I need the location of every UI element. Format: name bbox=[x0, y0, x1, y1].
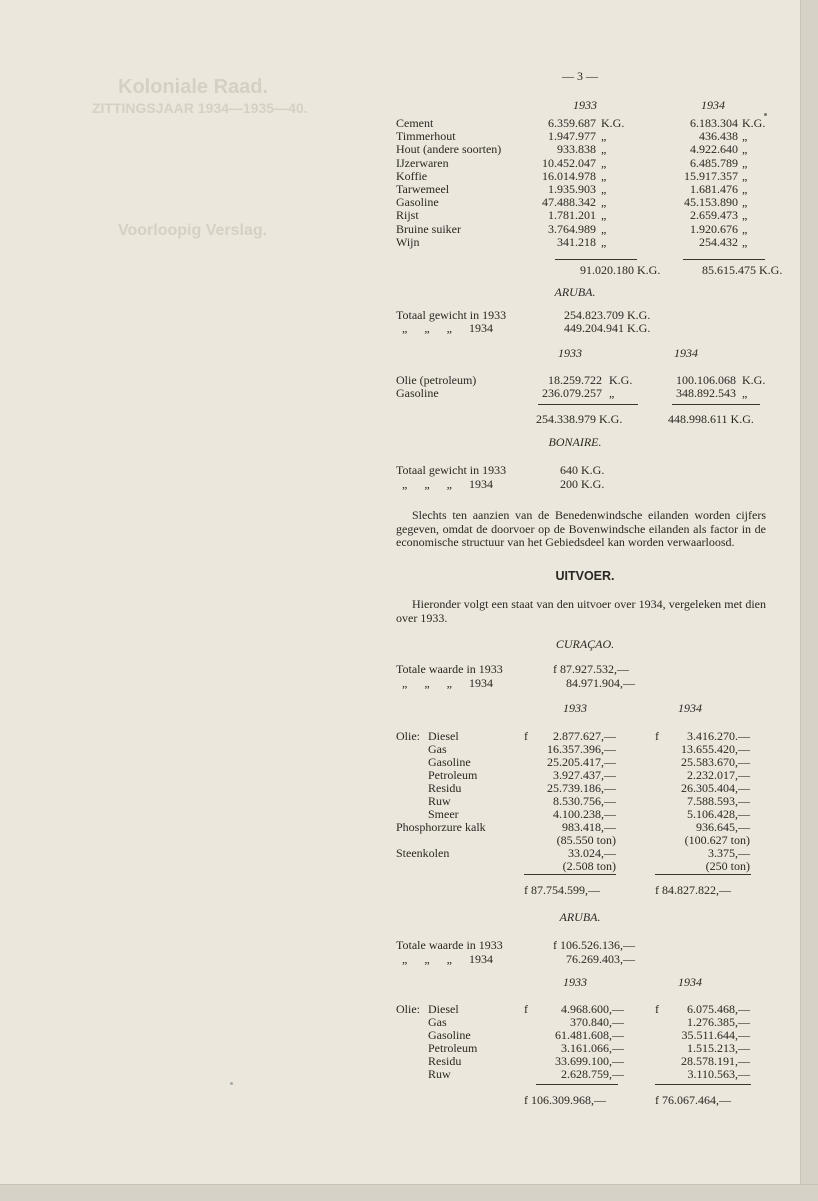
row-label: Gasoline bbox=[428, 1028, 471, 1042]
sum-rule bbox=[655, 1084, 751, 1085]
sum-rule bbox=[672, 404, 760, 405]
cell-1934: 2.232.017,— bbox=[687, 768, 750, 782]
ghost-title: Koloniale Raad. bbox=[118, 76, 269, 98]
total-1933: 254.338.979 K.G. bbox=[536, 412, 623, 426]
row-label: Cement bbox=[396, 116, 434, 130]
row-label: Gasoline bbox=[428, 755, 471, 769]
cell-1934: 25.583.670,— bbox=[681, 755, 750, 769]
row-label: Residu bbox=[428, 781, 462, 795]
unit-1933: „ bbox=[601, 221, 607, 236]
unit-1933: „ bbox=[601, 182, 607, 196]
cell-1934: 1.681.476 bbox=[690, 182, 738, 196]
unit-1934: „ bbox=[742, 168, 748, 183]
cell-1933: 25.739.186,— bbox=[547, 781, 616, 795]
unit-1933: K.G. bbox=[601, 116, 625, 130]
total-value-label: Totale waarde in 1933 bbox=[396, 938, 503, 952]
sum-rule bbox=[538, 404, 638, 405]
total-1934: 448.998.611 K.G. bbox=[668, 412, 754, 426]
stray-mark bbox=[764, 113, 767, 116]
cell-1934: (100.627 ton) bbox=[684, 833, 750, 847]
cell-1934: 4.922.640 bbox=[690, 142, 738, 157]
cell-1934: 348.892.543 bbox=[676, 386, 736, 401]
row-label: Gasoline bbox=[396, 195, 439, 210]
unit-1933: „ bbox=[601, 234, 607, 249]
row-label: Ruw bbox=[428, 794, 451, 808]
cell-1934: 5.106.428,— bbox=[687, 807, 750, 821]
cell-1934: 3.416.270.— bbox=[687, 729, 750, 743]
unit-1933: „ bbox=[609, 386, 615, 401]
cell-1934: 1.515.213,— bbox=[687, 1041, 750, 1055]
year-header-1933: 1933 bbox=[563, 975, 587, 989]
section-heading: ARUBA. bbox=[554, 285, 596, 299]
sum-rule bbox=[536, 1084, 618, 1085]
total-weight-value: 449.204.941 K.G. bbox=[564, 321, 651, 335]
unit-1934: „ bbox=[742, 142, 748, 157]
cell-1934: 436.438 bbox=[699, 129, 738, 144]
cell-1933: 8.530.756,— bbox=[553, 794, 616, 808]
cell-1934: (250 ton) bbox=[705, 859, 750, 873]
cell-1933: 6.359.687 bbox=[548, 116, 596, 130]
cell-1934: 28.578.191,— bbox=[681, 1054, 750, 1068]
sum-rule bbox=[555, 259, 637, 260]
cell-1933: 10.452.047 bbox=[542, 155, 596, 170]
total-value-label: Totale waarde in 1933 bbox=[396, 662, 503, 676]
currency-1934: f bbox=[655, 729, 659, 743]
cell-1934: 35.511.644,— bbox=[681, 1028, 750, 1042]
row-label: IJzerwaren bbox=[396, 155, 449, 170]
row-label: Timmerhout bbox=[396, 129, 456, 144]
cell-1934: 1.920.676 bbox=[690, 221, 738, 236]
row-label: Smeer bbox=[428, 807, 459, 821]
row-label: Diesel bbox=[428, 1002, 459, 1016]
cell-1934: 45.153.890 bbox=[684, 195, 738, 210]
paragraph: Slechts ten aanzien van de Benedenwindsche eilanden worden cijfers gegeven, omdat de doorvoer op de Bovenwindsche eilanden als factor in de economische structuur van het Gebiedsdeel kan worden verwaarloosd. bbox=[396, 508, 766, 549]
unit-1934: „ bbox=[742, 386, 748, 401]
cell-1933: 2.877.627,— bbox=[553, 729, 616, 743]
total-value: 84.971.904,— bbox=[566, 676, 635, 690]
page-edge-bottom bbox=[0, 1184, 818, 1201]
cell-1933: 370.840,— bbox=[570, 1015, 624, 1029]
row-label: Phosphorzure kalk bbox=[396, 820, 486, 834]
total-1933: f 106.309.968,— bbox=[524, 1093, 606, 1107]
section-heading: BONAIRE. bbox=[548, 435, 602, 449]
cell-1934: 7.588.593,— bbox=[687, 794, 750, 808]
unit-1934: „ bbox=[742, 155, 748, 170]
sum-rule bbox=[524, 874, 616, 875]
total-1933: f 87.754.599,— bbox=[524, 883, 600, 897]
cell-1934: 6.485.789 bbox=[690, 155, 738, 170]
total-1934: f 76.067.464,— bbox=[655, 1093, 731, 1107]
total-weight-label: Totaal gewicht in 1933 bbox=[396, 308, 507, 322]
unit-1934: „ bbox=[742, 234, 748, 249]
cell-1933: 18.259.722 bbox=[548, 373, 602, 387]
total-weight-label: Totaal gewicht in 1933 bbox=[396, 463, 507, 477]
total-weight-value: 254.823.709 K.G. bbox=[564, 308, 651, 322]
page-edge-right bbox=[800, 0, 818, 1200]
cell-1933: 341.218 bbox=[557, 234, 596, 249]
unit-1934: K.G. bbox=[742, 116, 766, 130]
unit-1933: „ bbox=[601, 142, 607, 157]
row-label: Ruw bbox=[428, 1067, 451, 1081]
unit-1933: „ bbox=[601, 195, 607, 210]
unit-1933: K.G. bbox=[609, 373, 633, 387]
cell-1933: 1.935.903 bbox=[548, 182, 596, 196]
row-label: Petroleum bbox=[428, 1041, 478, 1055]
cell-1933: 3.161.066,— bbox=[561, 1041, 624, 1055]
unit-1933: „ bbox=[601, 155, 607, 170]
cell-1934: 254.432 bbox=[699, 234, 738, 249]
section-heading: ARUBA. bbox=[559, 910, 601, 924]
row-label: Petroleum bbox=[428, 768, 478, 782]
year-header-1934: 1934 bbox=[678, 701, 702, 715]
row-label: Koffie bbox=[396, 168, 428, 183]
row-label: Wijn bbox=[396, 234, 420, 249]
unit-1934: „ bbox=[742, 182, 748, 196]
total-weight-label: „ „ „ 1934 bbox=[402, 321, 493, 335]
cell-1934: 2.659.473 bbox=[690, 208, 738, 223]
currency-1934: f bbox=[655, 1002, 659, 1016]
unit-1934: „ bbox=[742, 195, 748, 210]
cell-1933: 4.100.238,— bbox=[553, 807, 616, 821]
section-heading: CURAÇAO. bbox=[555, 637, 615, 651]
unit-1934: „ bbox=[742, 221, 748, 236]
cell-1934: 936.645,— bbox=[696, 820, 750, 834]
row-label: Tarwemeel bbox=[396, 182, 450, 196]
cell-1934: 26.305.404,— bbox=[681, 781, 750, 795]
total-weight-label: „ „ „ 1934 bbox=[402, 477, 493, 491]
year-header-1933: 1933 bbox=[558, 346, 582, 360]
cell-1934: 15.917.357 bbox=[684, 168, 738, 183]
row-label: Steenkolen bbox=[396, 846, 450, 860]
year-header-1934: 1934 bbox=[678, 975, 702, 989]
row-label: Rijst bbox=[396, 208, 419, 223]
year-header-1933: 1933 bbox=[563, 701, 587, 715]
total-value-label: „ „ „ 1934 bbox=[402, 952, 493, 966]
total-value: f 87.927.532,— bbox=[553, 662, 629, 676]
cell-1933: (2.508 ton) bbox=[562, 859, 616, 873]
row-label: Hout (andere soorten) bbox=[396, 142, 502, 157]
unit-1933: „ bbox=[601, 129, 607, 144]
total-1933: 91.020.180 K.G. bbox=[580, 263, 661, 277]
cell-1933: 33.699.100,— bbox=[555, 1054, 624, 1068]
cell-1934: 3.375,— bbox=[708, 846, 750, 860]
total-1934: f 84.827.822,— bbox=[655, 883, 731, 897]
unit-1934: „ bbox=[742, 129, 748, 144]
unit-1933: „ bbox=[601, 208, 607, 223]
cell-1933: 16.014.978 bbox=[542, 168, 596, 183]
row-label: Olie (petroleum) bbox=[396, 373, 477, 387]
cell-1933: 25.205.417,— bbox=[547, 755, 616, 769]
year-header-1934: 1934 bbox=[674, 346, 698, 360]
cell-1933: 933.838 bbox=[557, 142, 596, 157]
cell-1934: 100.106.068 bbox=[676, 373, 736, 387]
sum-rule bbox=[683, 259, 765, 260]
year-header-1934: 1934 bbox=[701, 98, 725, 112]
total-weight-value: 200 K.G. bbox=[560, 477, 605, 491]
olie-label: Olie: bbox=[396, 729, 420, 743]
olie-label: Olie: bbox=[396, 1002, 420, 1016]
unit-1934: K.G. bbox=[742, 373, 766, 387]
ghost-heading: Voorloopig Verslag. bbox=[118, 222, 268, 239]
stray-mark bbox=[230, 1082, 233, 1085]
page-number: — 3 — bbox=[562, 69, 598, 83]
paragraph: Hieronder volgt een staat van den uitvoer over 1934, vergeleken met dien over 1933. bbox=[396, 597, 766, 625]
cell-1934: 1.276.385,— bbox=[687, 1015, 750, 1029]
total-value: 76.269.403,— bbox=[566, 952, 635, 966]
cell-1934: 13.655.420,— bbox=[681, 742, 750, 756]
total-weight-value: 640 K.G. bbox=[560, 463, 605, 477]
cell-1933: (85.550 ton) bbox=[556, 833, 616, 847]
cell-1933: 16.357.396,— bbox=[547, 742, 616, 756]
cell-1933: 983.418,— bbox=[562, 820, 616, 834]
unit-1933: „ bbox=[601, 168, 607, 183]
row-label: Bruine suiker bbox=[396, 221, 461, 236]
total-1934: 85.615.475 K.G. bbox=[702, 263, 783, 277]
total-value: f 106.526.136,— bbox=[553, 938, 635, 952]
row-label: Gasoline bbox=[396, 386, 439, 401]
row-label: Gas bbox=[428, 1015, 447, 1029]
row-label: Residu bbox=[428, 1054, 462, 1068]
cell-1933: 1.781.201 bbox=[548, 208, 596, 223]
unit-1934: „ bbox=[742, 208, 748, 223]
row-label: Gas bbox=[428, 742, 447, 756]
cell-1933: 2.628.759,— bbox=[561, 1067, 624, 1081]
cell-1934: 6.075.468,— bbox=[687, 1002, 750, 1016]
currency-1933: f bbox=[524, 729, 528, 743]
cell-1933: 33.024,— bbox=[568, 846, 616, 860]
cell-1933: 4.968.600,— bbox=[561, 1002, 624, 1016]
ghost-subtitle: ZITTINGSJAAR 1934—1935—40. bbox=[92, 100, 308, 116]
cell-1933: 1.947.977 bbox=[548, 129, 596, 144]
total-value-label: „ „ „ 1934 bbox=[402, 676, 493, 690]
sum-rule bbox=[655, 874, 751, 875]
section-title-uitvoer: UITVOER. bbox=[555, 569, 615, 583]
cell-1933: 61.481.608,— bbox=[555, 1028, 624, 1042]
cell-1934: 3.110.563,— bbox=[687, 1067, 750, 1081]
cell-1933: 47.488.342 bbox=[542, 195, 596, 210]
cell-1934: 6.183.304 bbox=[690, 116, 738, 130]
row-label: Diesel bbox=[428, 729, 459, 743]
cell-1933: 236.079.257 bbox=[542, 386, 602, 401]
currency-1933: f bbox=[524, 1002, 528, 1016]
cell-1933: 3.764.989 bbox=[548, 221, 596, 236]
cell-1933: 3.927.437,— bbox=[553, 768, 616, 782]
year-header-1933: 1933 bbox=[573, 98, 597, 112]
